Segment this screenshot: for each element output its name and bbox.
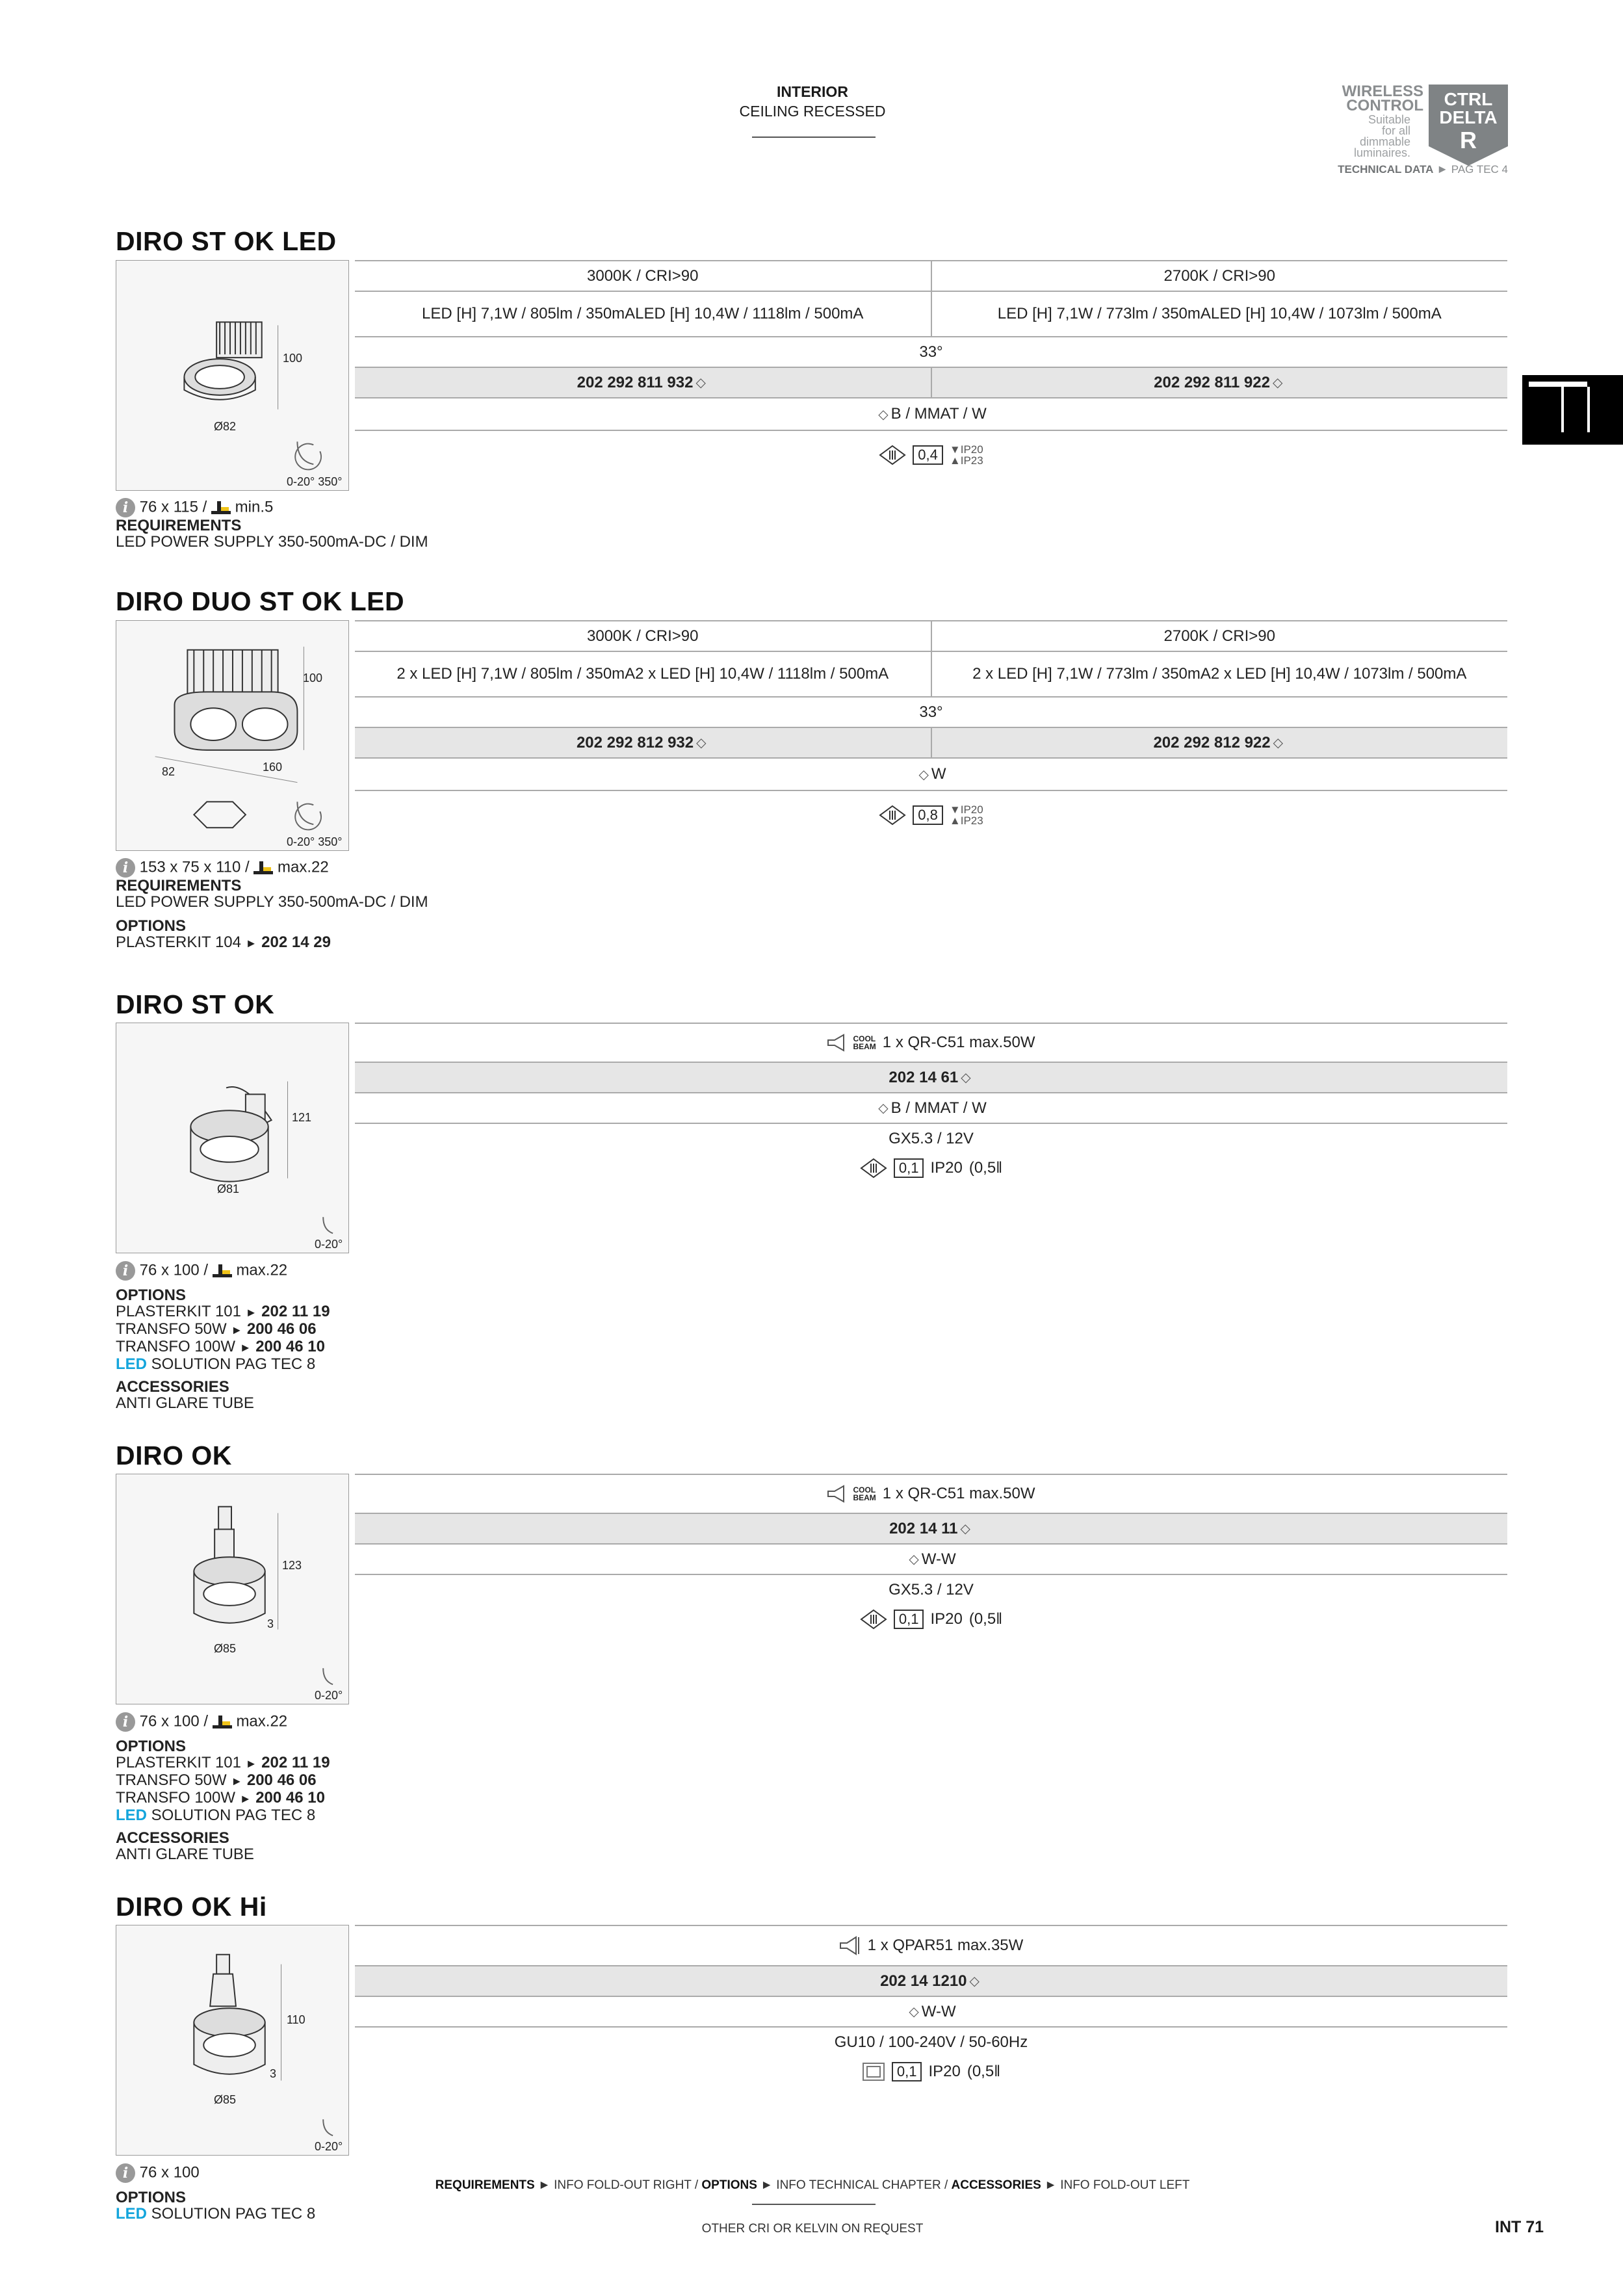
socket-spec: GX5.3 / 12V: [889, 1129, 974, 1147]
requirements-label: REQUIREMENTS: [116, 517, 242, 534]
led-solution-note: LED SOLUTION PAG TEC 8: [116, 2205, 316, 2223]
weight-box: 0,8: [913, 805, 943, 825]
product-specs: i 76 x 115 / min.5 REQUIREMENTS LED POWER SUPPLY 350-500mA-DC / DIM: [116, 498, 506, 550]
cool-beam-label: COOL BEAM: [853, 1485, 876, 1502]
product-code: 202 14 1210 ◇: [880, 1972, 980, 1990]
dim-diameter-label: Ø85: [214, 2093, 237, 2106]
product-title: DIRO DUO ST OK LED: [116, 586, 405, 616]
wireless-control-label: WIRELESS CONTROL: [1342, 83, 1423, 114]
page-category: INTERIOR: [777, 83, 848, 100]
dim-diameter-label: Ø85: [214, 1642, 237, 1655]
footer-note: OTHER CRI OR KELVIN ON REQUEST: [701, 2222, 924, 2236]
beam-angle: 33°: [919, 343, 943, 361]
option-item: TRANSFO 100W ► 200 46 10: [116, 1789, 325, 1807]
page-number: INT 71: [1495, 2218, 1544, 2236]
tilt-angle-label: 0-20°: [315, 1238, 343, 1251]
spec-table: 3000K / CRI>90 2700K / CRI>90 LED [H] 7,1W / 805lm / 350mA LED [H] 10,4W / 1118lm / 500mA LED [H] 7,1W / 773lm / 350mA LED [H] 10,4W / 1073lm / 500mA 33° 202 292 811 932 ◇ 202 292 811 922 ◇ ◇ B / MMAT / W 0,4 ▼IP20 ▲IP23: [355, 260, 1507, 479]
ip-rating: IP20: [928, 2062, 961, 2080]
product-title: DIRO ST OK: [116, 989, 275, 1019]
svg-text:DELTA: DELTA: [1439, 107, 1498, 127]
tilt-angle-label: 0-20° 350°: [287, 475, 343, 488]
option-item: TRANSFO 50W ► 200 46 06: [116, 1771, 317, 1789]
footer-divider: [752, 2204, 876, 2205]
product-specs: i 76 x 100 OPTIONS LED SOLUTION PAG TEC 8: [116, 2163, 506, 2222]
weight-box: 0,1: [892, 2062, 922, 2081]
info-icon: i: [116, 858, 135, 878]
product-drawing: [116, 1925, 349, 2156]
product-drawing: [116, 1474, 349, 1704]
product-code-3000k: 202 292 811 932 ◇: [355, 368, 932, 397]
options-label: OPTIONS: [116, 917, 187, 935]
finish-options: W-W: [921, 2002, 956, 2020]
product-code-3000k: 202 292 812 932 ◇: [355, 728, 932, 757]
product-drawing: [116, 620, 349, 851]
weight-box: 0,1: [894, 1158, 924, 1178]
weight-box: 0,4: [913, 445, 943, 465]
technical-data-link[interactable]: TECHNICAL DATA ► PAG TEC 4: [1338, 163, 1508, 176]
product-code-2700k: 202 292 812 922 ◇: [1153, 733, 1284, 751]
spec-table: COOL BEAM 1 x QR-C51 max.50W 202 14 11 ◇ ◇ W-W GX5.3 / 12V 0,1 IP20 (0,5‖: [355, 1474, 1507, 1634]
wireless-note: Suitable for all dimmable luminaires.: [1353, 113, 1410, 159]
option-item: TRANSFO 50W ► 200 46 06: [116, 1320, 317, 1338]
dim-step-label: 3: [267, 1617, 274, 1630]
driver-class-icon: [879, 445, 906, 465]
dim-height-label: 121: [292, 1111, 312, 1124]
info-icon: i: [116, 498, 135, 517]
lamp-icon: [827, 1485, 846, 1503]
cable-length: (0,5‖: [967, 2062, 1001, 2080]
ip-rating: IP20: [930, 1610, 963, 1628]
options-label: OPTIONS: [116, 1738, 187, 1755]
footer-legend: REQUIREMENTS ► INFO FOLD-OUT RIGHT / OPTIONS ► INFO TECHNICAL CHAPTER / ACCESSORIES ► INFO FOLD-OUT LEFT: [435, 2178, 1190, 2192]
box-quantity-icon: [213, 1264, 232, 1277]
requirements-label: REQUIREMENTS: [116, 877, 242, 894]
option-item: PLASTERKIT 101 ► 202 11 19: [116, 1754, 330, 1771]
lamp-spec: 1 x QPAR51 max.35W: [867, 1937, 1024, 1954]
svg-text:R: R: [1460, 127, 1477, 153]
ip-rating: ▼IP20 ▲IP23: [949, 803, 983, 827]
beam-angle: 33°: [919, 703, 943, 721]
ip-rating: IP20: [930, 1158, 963, 1177]
finish-options: B / MMAT / W: [890, 1099, 987, 1117]
driver-class-icon: [879, 805, 906, 826]
product-title: DIRO OK Hi: [116, 1892, 267, 1922]
spec-table: COOL BEAM 1 x QR-C51 max.50W 202 14 61 ◇ ◇ B / MMAT / W GX5.3 / 12V 0,1 IP20 (0,5‖: [355, 1023, 1507, 1182]
dim-height-label: 110: [287, 2013, 305, 2026]
box-quantity-icon: [213, 1715, 232, 1729]
product-code: 202 14 11 ◇: [889, 1519, 970, 1537]
info-icon: i: [116, 2163, 135, 2183]
dim-diameter-label: Ø82: [214, 420, 237, 433]
option-item: PLASTERKIT 101 ► 202 11 19: [116, 1303, 330, 1320]
tilt-angle-label: 0-20°: [315, 1689, 343, 1702]
box-quantity-icon: [253, 861, 273, 874]
section-tab-icon: [1522, 375, 1623, 445]
driver-class-icon: [860, 1609, 887, 1630]
dim-step-label: 3: [270, 2067, 277, 2080]
accessories-label: ACCESSORIES: [116, 1378, 229, 1396]
class-two-icon: [862, 2062, 885, 2081]
weight-box: 0,1: [894, 1610, 924, 1629]
cable-length: (0,5‖: [968, 1158, 1003, 1177]
dim-length-label: 160: [263, 761, 283, 774]
options-label: OPTIONS: [116, 1286, 187, 1304]
product-specs: i 76 x 100 / max.22 OPTIONS PLASTERKIT 101 ► 202 11 19 TRANSFO 50W ► 200 46 06 TRANSFO 100W ► 200 46 10 LED SOLUTION PAG TEC 8 ACCESSORIES ANTI GLARE TUBE: [116, 1261, 506, 1411]
box-quantity-icon: [211, 501, 231, 514]
dim-height-label: 100: [303, 672, 323, 685]
finish-options: W: [931, 765, 946, 783]
lamp-icon: [827, 1034, 846, 1052]
header-divider: [752, 137, 876, 138]
tilt-angle-label: 0-20° 350°: [287, 835, 343, 848]
dim-width-label: 82: [162, 765, 175, 778]
option-item: TRANSFO 100W ► 200 46 10: [116, 1338, 325, 1355]
accessory-item: ANTI GLARE TUBE: [116, 1394, 254, 1412]
requirements-text: LED POWER SUPPLY 350-500mA-DC / DIM: [116, 893, 428, 911]
requirements-text: LED POWER SUPPLY 350-500mA-DC / DIM: [116, 533, 428, 551]
finish-options: W-W: [921, 1550, 956, 1568]
options-label: OPTIONS: [116, 2189, 187, 2206]
dim-height-label: 100: [283, 352, 303, 365]
led-solution-note: LED SOLUTION PAG TEC 8: [116, 1355, 316, 1373]
product-title: DIRO OK: [116, 1441, 232, 1470]
option-item: PLASTERKIT 104 ► 202 14 29: [116, 933, 331, 951]
svg-text:CTRL: CTRL: [1444, 89, 1493, 109]
product-code-2700k: 202 292 811 922 ◇: [1154, 373, 1283, 391]
tilt-angle-label: 0-20°: [315, 2140, 343, 2153]
dim-height-label: 123: [282, 1559, 302, 1572]
accessories-label: ACCESSORIES: [116, 1829, 229, 1847]
spec-table: 3000K / CRI>90 2700K / CRI>90 2 x LED [H] 7,1W / 805lm / 350mA 2 x LED [H] 10,4W / 1118lm / 500mA 2 x LED [H] 7,1W / 773lm / 350mA 2 x LED [H] 10,4W / 1073lm / 500mA 33° 202 292 812 932 ◇ 202 292 812 922 ◇ ◇ W 0,8 ▼IP20 ▲IP23: [355, 620, 1507, 839]
ip-rating: ▼IP20 ▲IP23: [949, 443, 983, 467]
product-code: 202 14 61 ◇: [889, 1068, 971, 1086]
info-icon: i: [116, 1712, 135, 1732]
finish-options: B / MMAT / W: [890, 405, 987, 423]
product-drawing: [116, 1023, 349, 1253]
info-icon: i: [116, 1261, 135, 1281]
page-subcategory: CEILING RECESSED: [739, 103, 886, 120]
socket-spec: GU10 / 100-240V / 50-60Hz: [834, 2033, 1028, 2051]
product-drawing: [116, 260, 349, 491]
lamp-icon: [839, 1936, 861, 1955]
product-title: DIRO ST OK LED: [116, 226, 337, 256]
dim-diameter-label: Ø81: [217, 1182, 240, 1195]
lamp-spec: 1 x QR-C51 max.50W: [882, 1034, 1035, 1051]
spec-table: 1 x QPAR51 max.35W 202 14 1210 ◇ ◇ W-W GU10 / 100-240V / 50-60Hz 0,1 IP20 (0,5‖: [355, 1925, 1507, 2086]
cool-beam-label: COOL BEAM: [853, 1034, 876, 1051]
cable-length: (0,5‖: [968, 1610, 1003, 1628]
led-solution-note: LED SOLUTION PAG TEC 8: [116, 1807, 316, 1824]
driver-class-icon: [860, 1158, 887, 1179]
socket-spec: GX5.3 / 12V: [889, 1580, 974, 1598]
product-specs: i 153 x 75 x 110 / max.22 REQUIREMENTS LED POWER SUPPLY 350-500mA-DC / DIM OPTIONS PLASTERKIT 104 ► 202 14 29: [116, 858, 506, 952]
lamp-spec: 1 x QR-C51 max.50W: [882, 1485, 1035, 1502]
accessory-item: ANTI GLARE TUBE: [116, 1846, 254, 1863]
ctrl-delta-badge: [1429, 85, 1508, 166]
product-specs: i 76 x 100 / max.22 OPTIONS PLASTERKIT 101 ► 202 11 19 TRANSFO 50W ► 200 46 06 TRANSFO 100W ► 200 46 10 LED SOLUTION PAG TEC 8 ACCESSORIES ANTI GLARE TUBE: [116, 1712, 506, 1862]
